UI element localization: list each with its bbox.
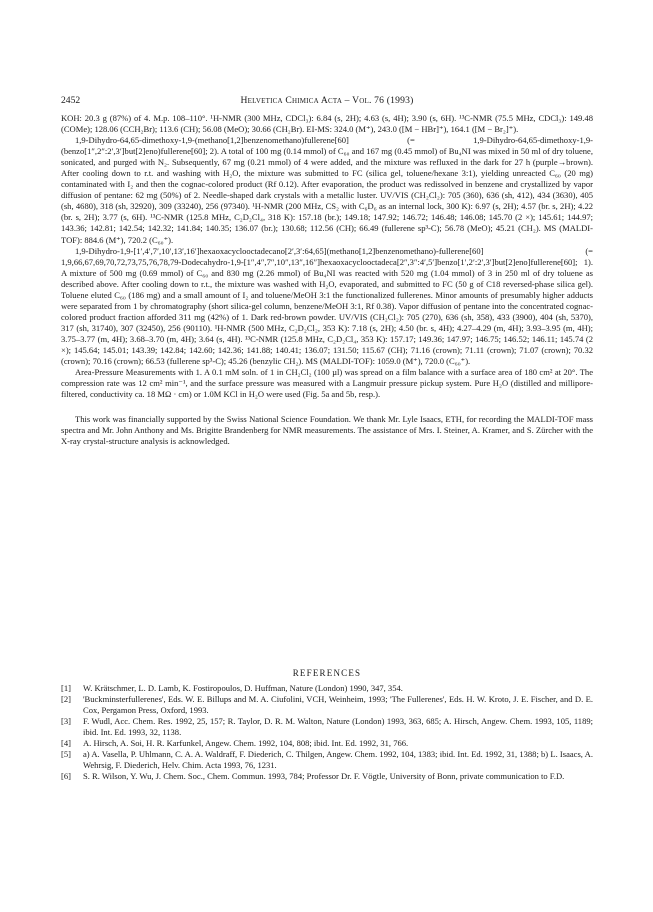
reference-item (61, 716, 593, 738)
reference-text: A. Hirsch, A. Soi, H. R. Karfunkel, Angew. Chem. 1992, 104, 808; ibid. Int. Ed. 1992, 31, 766. (83, 738, 409, 749)
reference-number: [5] (61, 749, 71, 760)
page-number: 2452 (61, 95, 81, 106)
reference-number: [6] (61, 771, 71, 782)
reference-item (61, 683, 593, 694)
reference-item (61, 694, 593, 716)
reference-text: F. Wudl, Acc. Chem. Res. 1992, 25, 157; R. Taylor, D. R. M. Walton, Nature (London) 1993, 363, 685; A. Hirsch, Angew. Chem. 1993, 105, 1189; ibid. Int. Ed. 1993, 32, 1138. (83, 716, 593, 738)
reference-number: [2] (61, 694, 71, 705)
paragraph-area-pressure: Area-Pressure Measurements with 1. A 0.1 mM soln. of 1 in CH₂Cl₂ (100 µl) was spread on a film balance with a surface area of 180 cm² at 20°. The compression rate was 12 cm² min⁻¹, and the surface pressure was measured with a Langmuir pressure pickup system. Pure H₂O (distilled and millipore-filtered, conductivity ca. 18 MΩ · cm) or 1.0M KCl in H₂O were used (Fig. 5a and 5b, resp.). (61, 367, 593, 400)
reference-number: [1] (61, 683, 71, 693)
paragraph-compound-4-data: KOH: 20.3 g (87%) of 4. M.p. 108–110°. ¹H-NMR (300 MHz, CDCl₃): 6.84 (s, 2H); 4.63 (s, 4H); 3.90 (s, 6H). ¹³C-NMR (75.5 MHz, CDCl₃): 149.48 (COMe); 128.06 (CCH₂Br); 113.6 (CH); 56.08 (MeO); 30.66 (CH₂Br). EI-MS: 324.0 (M⁺), 243.0 ([M − HBr]⁺), 164.1 ([M − Br₂]⁺). (61, 113, 593, 135)
reference-text: a) A. Vasella, P. Uhlmann, C. A. A. Waldraff, F. Diederich, C. Thilgen, Angew. Chem. 1992, 104, 1383; ibid. Int. Ed. 1992, 31, 1388; b) L. Isaacs, A. Wehrsig, F. Diederich, Helv. Chim. Acta 1993, 76, 1231. (83, 749, 593, 771)
reference-item (61, 738, 593, 749)
journal-title: Helvetica Chimica Acta – Vol. 76 (1993) (240, 95, 414, 106)
reference-item (61, 771, 593, 782)
running-header (61, 95, 593, 107)
reference-number: [3] (61, 716, 71, 727)
paragraph-compound-2: 1,9-Dihydro-64,65-dimethoxy-1,9-(methano[1,2]benzenomethano)fullerene[60] (= 1,9-Dihydro-64,65-dimethoxy-1,9-(benzo[1″,2″:2′,3′]but[2]eno)fullerene[60]; 2). A total of 100 mg (0.14 mmol) of C₆₀ and 167 mg (0.45 mmol) of Bu₄NI was mixed in 50 ml of dry toluene, sonicated, and purged with N₂. Subsequently, 67 mg (0.21 mmol) of 4 were added, and the mixture was refluxed in the dark for 27 h (purple→brown). After cooling down to r.t. and washing with H₂O, the mixture was submitted to FC (silica gel, toluene/hexane 3:1), yielding unreacted C₆₀ (20 mg) contaminated with I₂ and then the cognac-colored product (Rf 0.12). After evaporation, the product was redissolved in benzene and crystallized by vapor diffusion of pentane: 62 mg (50%) of 2. Needle-shaped dark crystals with a metallic luster. UV/VIS (CH₂Cl₂): 705 (360), 636 (sh, 412), 434 (3630), 405 (sh, 4680), 318 (sh, 32920), 309 (33240), 256 (97340). ¹H-NMR (200 MHz, CS₂ with C₆D₆ as an internal lock, 300 K): 6.97 (s, 2H); 4.57 (br. s, 2H); 4.22 (br. s, 2H); 3.77 (s, 6H). ¹³C-NMR (125.8 MHz, C₂D₂Cl₄, 318 K): 157.18 (br.); 149.18; 147.92; 146.72; 146.48; 146.08; 145.70 (2 ×); 145.61; 144.97; 143.36; 142.81; 142.54; 142.32; 141.84; 140.35; 136.07 (br.); 130.68; 112.56 (CH); 66.49 (fullerene sp³-C); 56.78 (MeO); 45.21 (CH₂). MS (MALDI-TOF): 884.6 (M⁺), 720.2 (C₆₀⁺). (61, 135, 593, 245)
experimental-section (61, 113, 593, 447)
reference-item (61, 749, 593, 771)
paragraph-compound-1: 1,9-Dihydro-1,9-[1′,4′,7′,10′,13′,16′]hexaoxacyclooctadecano[2′,3′:64,65](methano[1,2]benzenomethano)-fullerene[60] (= 1,9,66,67,69,70,72,73,75,76,78,79-Dodecahydro-1,9-[1″,4″,7″,10″,13″,16″]hexaoxacyclooctadeca[2″,3″:4′,5′]benzo[1′,2′:2′,3′]but[2]eno]fullerene[60]; 1). A mixture of 500 mg (0.69 mmol) of C₆₀ and 830 mg (2.26 mmol) of Bu₄NI was reacted with 520 mg (1.04 mmol) of 3 in 250 ml of dry toluene as described above. After cooling down to r.t., the mixture was washed with H₂O, evaporated, and submitted to FC (50 g of C18 reversed-phase silica gel). Toluene eluted C₆₀ (186 mg) and a small amount of I₂ and toluene/MeOH 3:1 the functionalized fullerenes. Minor amounts of presumably higher adducts were separated from 1 by chromatography (short silica-gel column, benzene/MeOH 3:1, Rf 0.38). Vapor diffusion of pentane into the concentrated cognac-colored product fraction afforded 311 mg (42%) of 1. Dark red-brown powder. UV/VIS (CH₂Cl₂): 705 (270), 636 (sh, 358), 433 (3900), 404 (sh, 5370), 317 (sh, 31740), 307 (32450), 256 (90110). ¹H-NMR (500 MHz, C₂D₂Cl₂, 353 K): 7.18 (s, 2H); 4.50 (br. s, 4H); 4.27–4.29 (m, 4H); 3.93–3.95 (m, 4H); 3.75–3.77 (m, 4H); 3.68–3.70 (m, 4H); 3.64 (s, 4H). ¹³C-NMR (125.8 MHz, C₂D₂Cl₄, 353 K): 157.17; 149.36; 147.97; 146.75; 146.52; 146.11; 145.74 (2 ×); 145.64; 145.01; 143.39; 142.84; 142.60; 142.36; 141.88; 140.41; 136.07; 131.50; 115.67 (CH); 71.16 (crown); 71.11 (crown); 71.07 (crown); 70.32 (crown); 70.16 (crown); 66.53 (fullerene sp³-C); 45.26 (benzylic CH₂). MS (MALDI-TOF): 1059.0 (M⁺), 720.0 (C₆₀⁺). (61, 245, 593, 367)
acknowledgements: This work was financially supported by the Swiss National Science Foundation. We thank Mr. Lyle Isaacs, ETH, for recording the MALDI-TOF mass spectra and Mr. John Anthony and Ms. Brigitte Brandenberg for NMR measurements. The assistance of Mrs. I. Steiner, A. Kramer, and S. Zürcher with the X-ray crystal-structure analysis is acknowledged. (61, 414, 593, 447)
reference-number: [4] (61, 738, 71, 749)
reference-text: 'Buckminsterfullerenes', Eds. W. E. Billups and M. A. Ciufolini, VCH, Weinheim, 1993; 'The Fullerenes', Eds. H. W. Kroto, J. E. Fischer, and D. E. Cox, Pergamon Press, Oxford, 1993. (83, 694, 593, 716)
references-heading: REFERENCES (292, 668, 362, 678)
references-list (61, 683, 593, 782)
reference-text: W. Krätschmer, L. D. Lamb, K. Fostiropoulos, D. Huffman, Nature (London) 1990, 347, 354. (83, 683, 403, 693)
reference-text: S. R. Wilson, Y. Wu, J. Chem. Soc., Chem. Commun. 1993, 784; Professor Dr. F. Vögtle, University of Bonn, private communication to F.D. (83, 771, 565, 782)
